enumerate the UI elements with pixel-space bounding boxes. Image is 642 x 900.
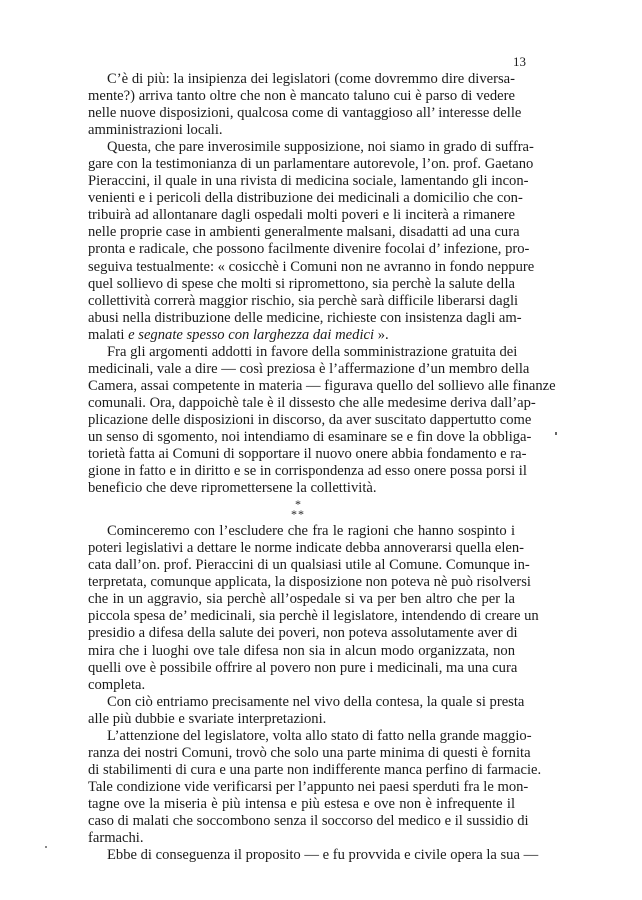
paragraph [88, 693, 525, 728]
paragraph [88, 71, 522, 139]
page-number: 13 [513, 54, 526, 69]
text-line: ranza dei nostri Comuni, trovò che solo una parte minima di questi è fornita [88, 744, 531, 761]
text-line: C’è di più: la insipienza dei legislatori (come dovremmo dire diversa- [107, 71, 515, 87]
text-line: plicazione delle disposizioni in discorso, da aver suscitato dappertutto come [88, 411, 532, 428]
text-line: comunali. Ora, dappoichè tale è il dissesto che alle medesime deriva dall’ap- [88, 394, 536, 411]
text-line: tribuirà ad allontanare dagli ospedali molti poveri e li inciterà a rimanere [88, 207, 515, 224]
text-line: venienti e i pericoli della distribuzione dei medicinali a domicilio che con- [88, 190, 523, 207]
italic-quote: e segnate spesso con larghezza dai medici [128, 326, 375, 343]
page-body [88, 71, 556, 864]
asterism-top: * [295, 497, 301, 512]
text-line: Questa, che pare inverosimile supposizione, noi siamo in grado di suffra- [107, 139, 534, 156]
text-line: Ebbe di conseguenza il proposito — e fu provvida e civile opera la sua — [107, 847, 539, 864]
text-line: torietà fatta ai Comuni di sopportare il nuovo onere abbia fondamento e ra- [88, 446, 527, 463]
text-line: nelle proprie case in ambienti generalmente malsani, disadatti ad una cura [88, 224, 520, 241]
text-line: beneficio che deve ripromettersene la collettività. [88, 480, 377, 497]
print-speck [45, 846, 47, 848]
quote-closing-line [88, 327, 515, 344]
text-line: cata dall’on. prof. Pieraccini di un qualsiasi utile al Comune. Comunque in- [88, 557, 530, 574]
text-line: mente?) arriva tanto oltre che non è mancato taluno cui è parso di vedere [88, 88, 515, 105]
text-segment: ». [377, 326, 389, 343]
paragraph [88, 523, 539, 693]
paragraph [88, 727, 542, 847]
text-segment: malati [88, 326, 125, 343]
text-line: seguiva testualmente: « cosicchè i Comuni non ne avranno in fondo neppure [88, 258, 535, 275]
text-line: alle più dubbie e svariate interpretazioni. [88, 710, 327, 727]
text-line: piccola spesa de’ medicinali, sia perchè il legislatore, intendendo di creare un [88, 608, 539, 625]
text-line: caso di malati che soccombono senza il soccorso del medico e il sussidio di [88, 812, 529, 829]
text-line: Pieraccini, il quale in una rivista di medicina sociale, lamentando gli incon- [88, 173, 529, 190]
paragraph [88, 139, 535, 344]
text-line: tagne ove la miseria è più intensa e più estesa e ove non è infrequente il [88, 795, 515, 812]
text-line: collettività correrà maggior rischio, sia perchè sarà difficile liberarsi dagli [88, 292, 519, 309]
text-line: poteri legislativi a dettare le norme indicate debba annoverarsi quella elen- [88, 540, 525, 557]
text-line: amministrazioni locali. [88, 122, 223, 139]
text-line: mira che i luoghi ove tale difesa non sia in alcun modo organizzata, non [88, 642, 515, 659]
text-line: quel sollievo di spese che molti si ripromettono, sia perchè la salute della [88, 275, 515, 292]
text-line: Con ciò entriamo precisamente nel vivo della contesa, la quale si presta [107, 693, 525, 710]
text-line: medicinali, vale a dire — così preziosa è l’affermazione d’un membro della [88, 360, 530, 377]
text-line: Cominceremo con l’escludere che fra le ragioni che hanno sospinto i [107, 523, 515, 540]
text-line: terpretata, comunque applicata, la disposizione non poteva nè può risolversi [88, 574, 531, 591]
text-line: gione in fatto e in diritto e se in corrispondenza ad esso onere possa porsi il [88, 463, 527, 480]
text-line: presidio a difesa della salute dei poveri, non poteva assolutamente aver di [88, 625, 518, 642]
text-line: un senso di sgomento, noi intendiamo di esaminare se e fin dove la obbliga- [88, 428, 532, 445]
text-line: Fra gli argomenti addotti in favore della somministrazione gratuita dei [107, 343, 518, 360]
text-line: farmachi. [88, 830, 144, 847]
text-line: completa. [88, 676, 146, 693]
text-line: Camera, assai competente in materia — figurava quello del sollievo alle finanze [88, 377, 556, 394]
paragraph [88, 847, 539, 864]
asterism-bottom: ** [291, 507, 305, 522]
text-line: quelli ove è possibile offrire al povero non pure i medicinali, ma una cura [88, 659, 518, 676]
asterism [291, 497, 305, 522]
text-line: pronta e radicale, che possono facilmente divenire focolai d’ infezione, pro- [88, 241, 530, 258]
section-divider [88, 497, 515, 523]
text-line: abusi nella distribuzione delle medicine, richieste con insistenza dagli am- [88, 309, 522, 326]
print-speck [555, 432, 557, 435]
text-line: che in un aggravio, sia perchè all’ospedale si va per ben altro che per la [88, 591, 515, 608]
text-line: gare con la testimonianza di un parlamentare autorevole, l’on. prof. Gaetano [88, 156, 534, 173]
text-line: L’attenzione del legislatore, volta allo stato di fatto nella grande maggio- [107, 727, 532, 744]
paragraph [88, 343, 556, 497]
text-line: Tale condizione vide verificarsi per l’appunto nei paesi sperduti fra le mon- [88, 778, 529, 795]
text-line: di stabilimenti di cura e una parte non indifferente manca perfino di farmacie. [88, 761, 542, 778]
text-line: nelle nuove disposizioni, qualcosa come di vantaggioso all’ interesse delle [88, 105, 522, 122]
